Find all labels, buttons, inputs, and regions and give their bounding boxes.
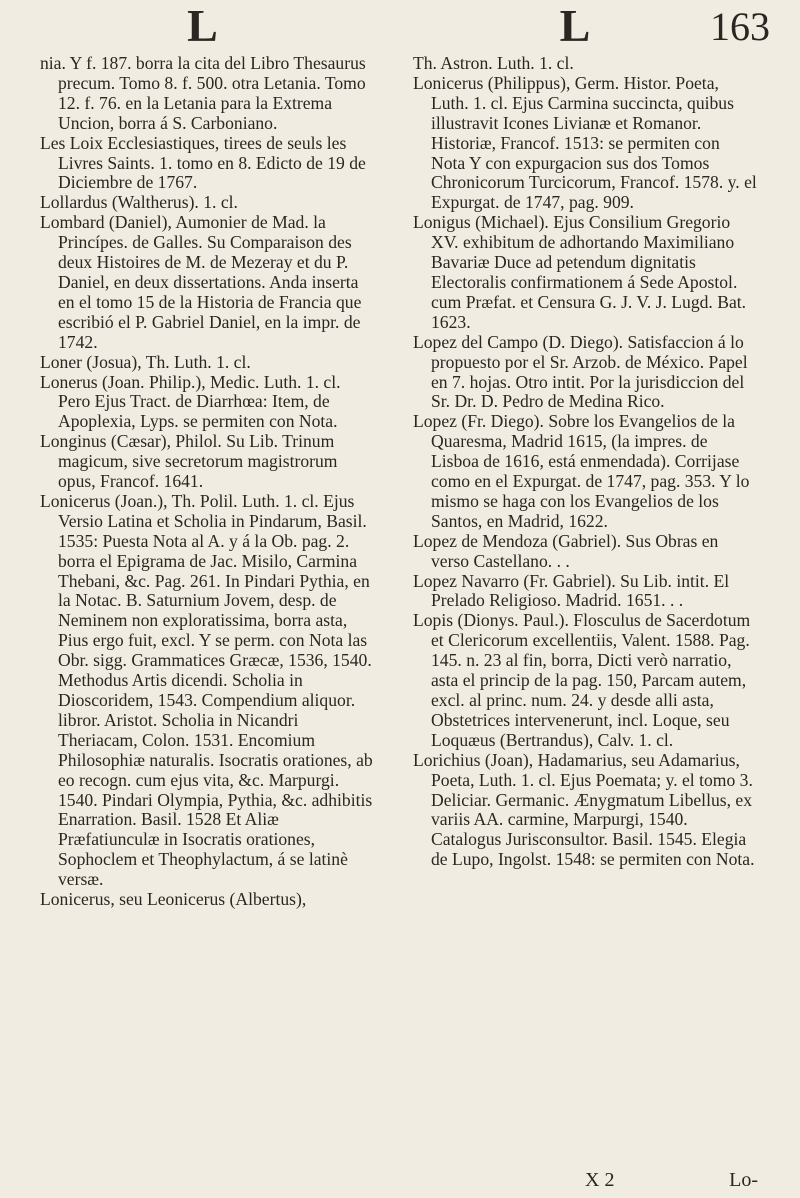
entry: Lonicerus (Philippus), Germ. Histor. Poeta, Luth. 1. cl. Ejus Carmina succincta, quibus illustravit Icones Livianæ et Romanor. Historiæ, Francof. 1513: se permiten con Nota Y con expurgacion sus dos Tomos Chronicorum Turcicorum, Francof. 1578. y. el Expurgat. de 1747, pag. 909. xyxy=(413,72,757,213)
left-column xyxy=(40,54,375,910)
running-head-right-letter: L xyxy=(559,0,591,51)
entry: Lombard (Daniel), Aumonier de Mad. la Princípes. de Galles. Su Comparaison des deux Histoires de M. de Mezeray et du P. Daniel, en deux dissertations. Anda inserta en el tomo 15 de la Historia de Francia que escribió el P. Gabriel Daniel, en la impr. de 1742. xyxy=(40,212,362,352)
entry: nia. Y f. 187. borra la cita del Libro Thesaurus precum. Tomo 8. f. 500. otra Letania. Tomo 12. f. 76. en la Letania para la Extrema Uncion, borra á S. Carboniano. xyxy=(40,53,366,133)
signature-mark: X 2 xyxy=(585,1169,615,1191)
entry: Longinus (Cæsar), Philol. Su Lib. Trinum magicum, sive secretorum magistrorum opus, Francof. 1641. xyxy=(40,431,338,492)
entry: Lonerus (Joan. Philip.), Medic. Luth. 1. cl. Pero Ejus Tract. de Diarrhœa: Item, de Apoplexia, Lyps. se permiten con Nota. xyxy=(40,371,341,432)
entry: Th. Astron. Luth. 1. cl. xyxy=(413,53,574,73)
entry: Lopez (Fr. Diego). Sobre los Evangelios de la Quaresma, Madrid 1615, (la impres. de Lisboa de 1616, está enmendada). Corrijase como en el Expurgat. de 1747, pag. 353. Y lo mismo se haga con los Evangelios de los Santos, en Madrid, 1622. xyxy=(413,411,750,531)
right-column xyxy=(413,54,758,870)
entry: Lollardus (Waltherus). 1. cl. xyxy=(40,192,238,213)
page-number: 163 xyxy=(710,4,770,49)
running-head-left: L xyxy=(187,0,218,51)
entry: Lopez Navarro (Fr. Gabriel). Su Lib. intit. El Prelado Religioso. Madrid. 1651. . . xyxy=(413,570,730,611)
entry: Lonicerus (Joan.), Th. Polil. Luth. 1. cl. Ejus Versio Latina et Scholia in Pindarum, Basil. 1535: Puesta Nota al A. y á la Ob. pag. 2. borra el Epigrama de Jac. Misilo, Carmina Thebani, &c. Pag. 261. In Pindari Pythia, en la Notac. B. Saturnium Jovem, desp. de Neminem non exploratissima, borra asta, Pius ergo fuit, excl. Y se perm. con Nota las Obr. sigg. Grammatices Græcæ, 1536, 1540. Methodus Artis dicendi. Scholia in Dioscoridem, 1543. Compendium aliquor. libror. Aristot. Scholia in Nicandri Theriacam, Colon. 1531. Encomium Philosophiæ naturalis. Isocratis orationes, ab eo recogn. cum ejus vita, &c. Marpurgi. 1540. Pindari Olympia, Pythia, &c. adhibitis Enarration. Basil. 1528 Et Aliæ Præfatiunculæ in Isocratis orationes, Sophoclem et Theophylactum, á se latinè versæ. xyxy=(40,490,373,890)
entry: Lopez del Campo (D. Diego). Satisfaccion á lo propuesto por el Sr. Arzob. de México. Papel en 7. hojas. Otro intit. Por la jurisdiccion del Sr. Dr. D. Pedro de Medina Rico. xyxy=(413,331,748,412)
entry: Lopis (Dionys. Paul.). Flosculus de Sacerdotum et Clericorum excellentiis, Valent. 1588. Pag. 145. n. 23 al fin, borra, Dicti verò narratio, asta el princip de la pag. 150, Parcam autem, excl. al princ. num. 24. y desde alli asta, Obstetrices intervenerunt, incl. Loque, seu Loquæus (Bertrandus), Calv. 1. cl. xyxy=(413,610,751,750)
entry: Les Loix Ecclesiastiques, tirees de seuls les Livres Saints. 1. tomo en 8. Edicto de 19 de Diciembre de 1767. xyxy=(40,132,366,193)
catchword: Lo- xyxy=(729,1169,758,1191)
entry: Loner (Josua), Th. Luth. 1. cl. xyxy=(40,351,251,372)
entry: Lorichius (Joan), Hadamarius, seu Adamarius, Poeta, Luth. 1. cl. Ejus Poemata; y. el tomo 3. Deliciar. Germanic. Ænygmatum Libellus, ex variis AA. carmine, Marpurgi, 1540. Catalogus Jurisconsultor. Basil. 1545. Elegia de Lupo, Ingolst. 1548: se permiten con Nota. xyxy=(413,749,755,870)
entry: Lonicerus, seu Leonicerus (Albertus), xyxy=(40,889,307,910)
entry: Lopez de Mendoza (Gabriel). Sus Obras en verso Castellano. . . xyxy=(413,530,719,571)
entry: Lonigus (Michael). Ejus Consilium Gregorio XV. exhibitum de adhortando Maximiliano Bavariæ Duce ad petendum dignitatis Electoralis confirmationem á Sede Apostol. cum Præfat. et Censura G. J. V. J. Lugd. Bat. 1623. xyxy=(413,212,747,332)
